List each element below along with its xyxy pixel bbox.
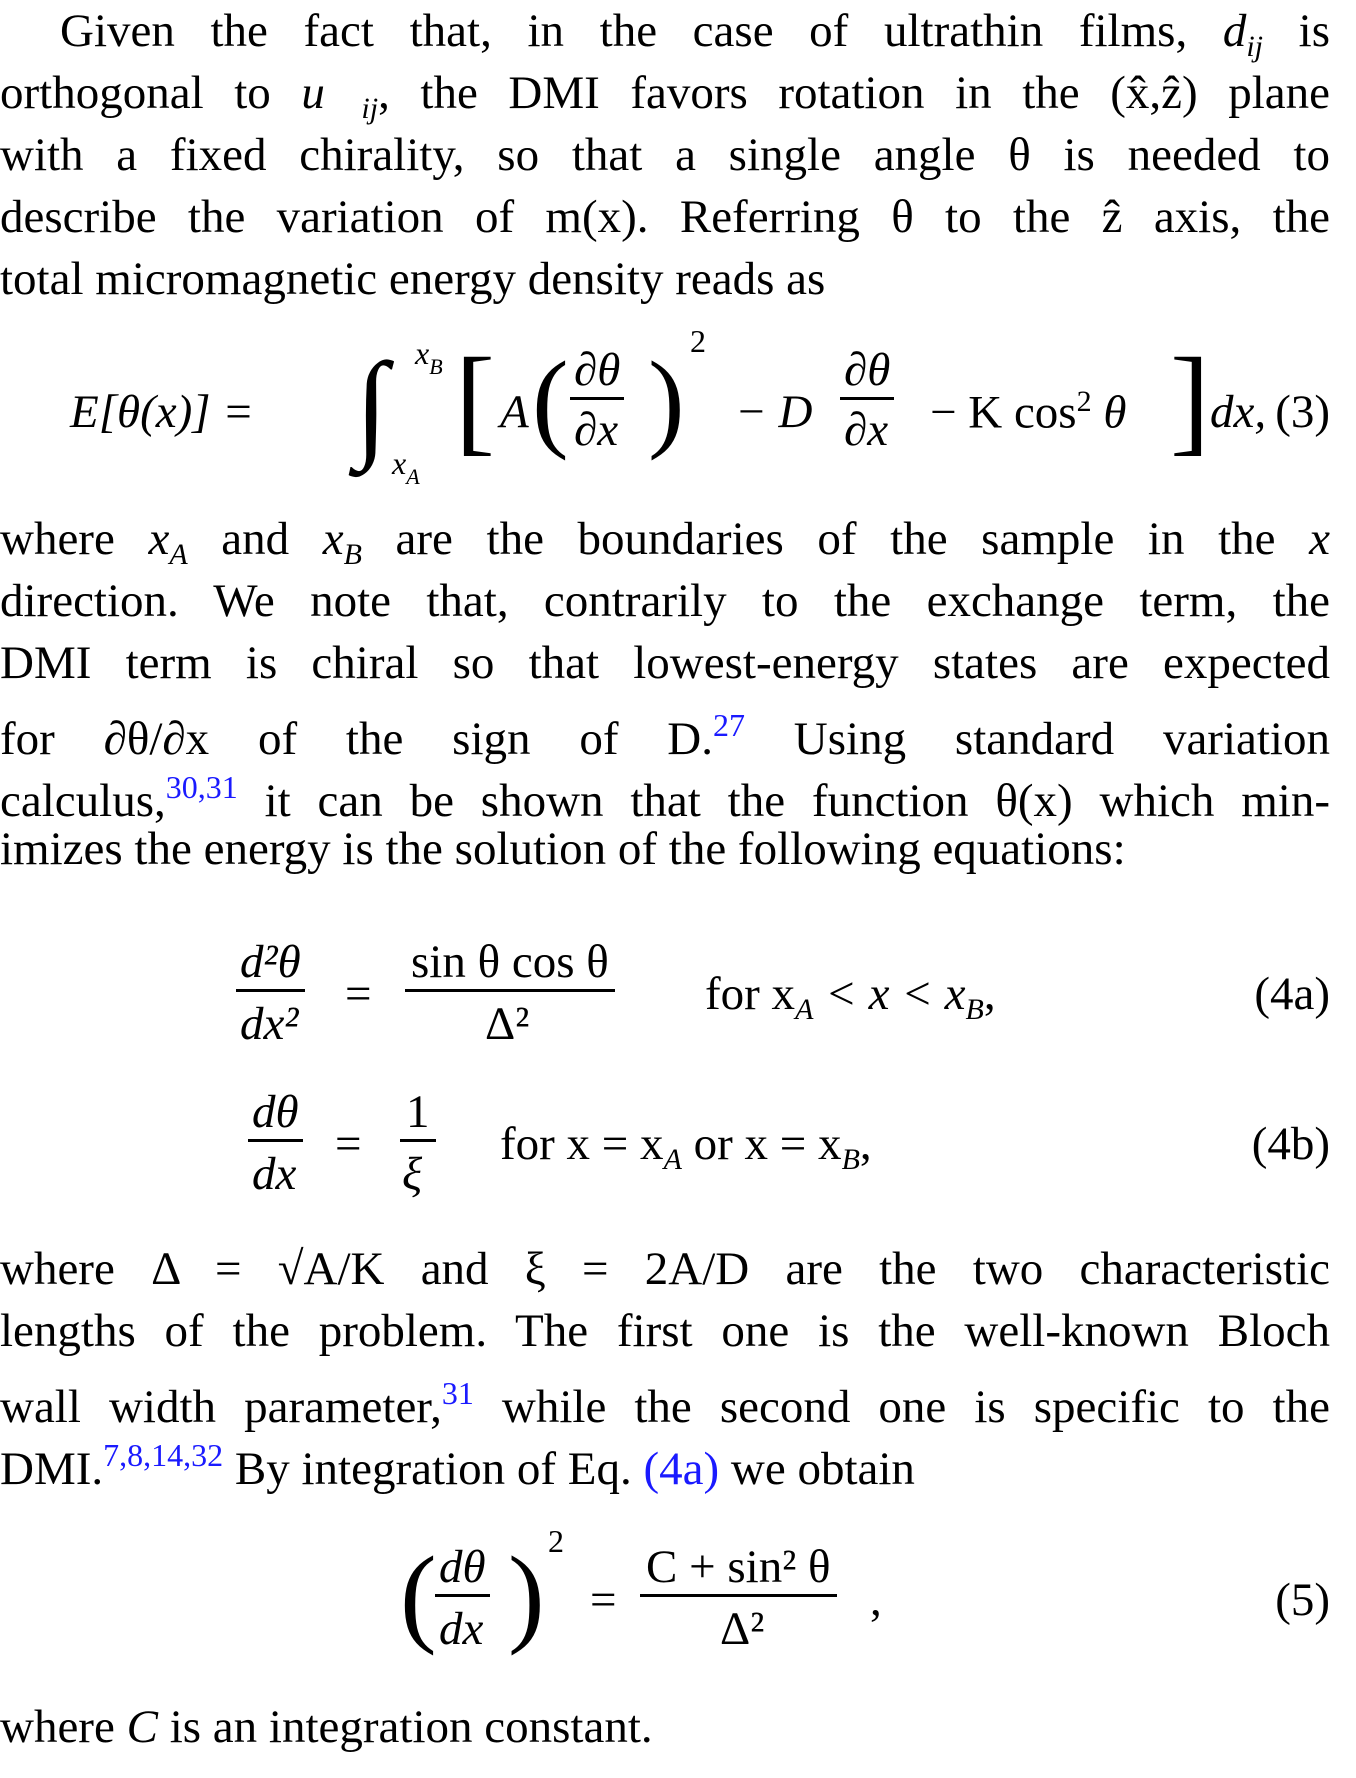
citation-link[interactable]: 27 — [712, 707, 745, 743]
paragraph-intro — [0, 0, 1330, 310]
equation-number: (4b) — [1251, 1118, 1330, 1170]
text-line: Given the fact that, in the case of ultrathin films, $d_{ij}$ is — [60, 5, 1330, 63]
eq3-term-a: A — [500, 386, 529, 438]
eq4b-rhs-num: 1 — [400, 1085, 436, 1142]
eq4a-lhs-den: dx² — [240, 998, 299, 1050]
equation-5 — [0, 1523, 1330, 1675]
eq3-frac-num: ∂θ — [570, 343, 624, 400]
text-line: lengths of the problem. The first one is the well-known Bloch — [0, 1305, 1330, 1357]
equation-reference-link[interactable]: (4a) — [643, 1443, 720, 1495]
equals-sign: = — [345, 968, 372, 1020]
eq3-frac2-den: ∂x — [844, 404, 889, 456]
text-line: direction. We note that, contrarily to the exchange term, the — [0, 575, 1330, 627]
equation-4b — [0, 1085, 1330, 1215]
text-line: where C is an integration constant. — [0, 1701, 653, 1753]
eq5-lhs-den: dx — [439, 1603, 484, 1655]
text-line: total micromagnetic energy density reads as — [0, 253, 826, 305]
eq4b-lhs-den: dx — [252, 1148, 297, 1200]
eq3-term-k: − K $\cos^2 \theta$ — [930, 385, 1127, 439]
paragraph-lengths — [0, 1238, 1330, 1495]
eq3-dx: dx, — [1210, 386, 1267, 438]
text-line: DMI term is chiral so that lowest-energy states are expected — [0, 637, 1330, 689]
eq4a-rhs-den: Δ² — [485, 998, 530, 1050]
eq4b-condition: for $x = x_A$ or $x = x_B$, — [500, 1118, 872, 1176]
text-line: for ∂θ/∂x of the sign of D.$^{27}$ Using standard variation — [0, 707, 1330, 765]
eq5-rhs-den: Δ² — [720, 1603, 765, 1655]
text-line: imizes the energy is the solution of the following equations: — [0, 823, 1126, 875]
eq5-power: 2 — [548, 1523, 564, 1559]
citation-link[interactable]: 30,31 — [165, 769, 238, 805]
text-line: where Δ = √A/K and ξ = 2A/D are the two characteristic — [0, 1243, 1330, 1295]
right-paren: ) — [508, 1534, 545, 1656]
eq3-power: 2 — [690, 323, 706, 359]
integral-sign: ∫ — [355, 338, 388, 471]
left-bracket: [ — [455, 333, 495, 466]
citation-link[interactable]: 7,8,14,32 — [103, 1437, 224, 1473]
eq3-lhs: E[θ(x)] = — [70, 386, 255, 438]
text-line: describe the variation of m(x). Referring θ to the ẑ axis, the — [0, 191, 1330, 243]
right-bracket: ] — [1170, 333, 1210, 466]
text-line: with a fixed chirality, so that a single angle θ is needed to — [0, 129, 1330, 181]
text-line: wall width parameter,$^{31}$ while the second one is specific to the — [0, 1375, 1330, 1433]
eq4b-rhs-den: ξ — [402, 1148, 423, 1200]
eq3-term-d: − D — [735, 386, 813, 438]
equation-3 — [70, 323, 1330, 489]
comma: , — [870, 1574, 882, 1626]
left-paren: ( — [400, 1534, 437, 1656]
right-paren: ) — [648, 339, 685, 461]
eq5-lhs-num: dθ — [435, 1540, 490, 1597]
eq3-frac-den: ∂x — [574, 404, 619, 456]
equals-sign: = — [590, 1574, 617, 1626]
text-line: where $x_A$ and $x_B$ are the boundaries of the sample in the x — [0, 513, 1330, 571]
equation-number: (3) — [1275, 386, 1330, 438]
integral-lower-limit: $x_A$ — [392, 445, 420, 489]
eq3-frac2-num: ∂θ — [840, 343, 894, 400]
citation-link[interactable]: 31 — [441, 1375, 474, 1411]
eq4b-lhs-num: dθ — [248, 1085, 303, 1142]
text-line: calculus,$^{30,31}$ it can be shown that the function θ(x) which min- — [0, 769, 1330, 827]
text-line: orthogonal to $u⃗_{ij}$, the DMI favors rotation in the (x̂,ẑ) plane — [0, 67, 1330, 125]
equals-sign: = — [335, 1118, 362, 1170]
text-line: DMI.$^{7,8,14,32}$ By integration of Eq. (4a) we obtain — [0, 1437, 915, 1495]
left-paren: ( — [532, 339, 569, 461]
paragraph-closing — [0, 1696, 1330, 1758]
eq5-rhs-num: C + sin² θ — [640, 1540, 837, 1597]
equation-number: (5) — [1275, 1574, 1330, 1626]
integral-upper-limit: $x_B$ — [415, 335, 443, 379]
eq4a-rhs-num: sin θ cos θ — [405, 935, 615, 992]
equation-4a — [0, 935, 1330, 1065]
paragraph-boundaries — [0, 508, 1330, 880]
eq4a-lhs-num: d²θ — [236, 935, 305, 992]
equation-number: (4a) — [1254, 968, 1330, 1020]
eq4a-condition: for $x_A < x < x_B$, — [705, 968, 996, 1026]
